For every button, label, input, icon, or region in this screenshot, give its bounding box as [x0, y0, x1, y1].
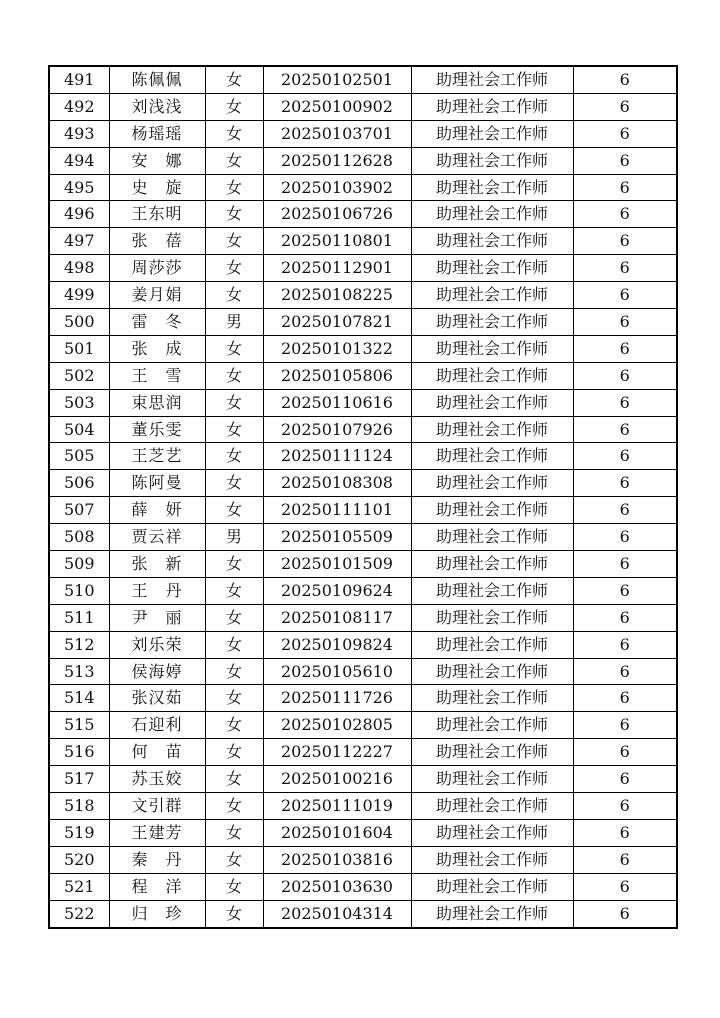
name-cell: 刘乐荣	[109, 631, 205, 658]
exam-id-cell: 20250105806	[263, 362, 411, 389]
gender-cell: 女	[205, 819, 263, 846]
table-row	[49, 443, 677, 470]
score-cell: 6	[573, 551, 677, 578]
row-number-cell: 496	[49, 201, 109, 228]
name-cell: 何 苗	[109, 739, 205, 766]
qualification-cell: 助理社会工作师	[411, 819, 573, 846]
gender-cell: 女	[205, 66, 263, 93]
score-cell: 6	[573, 335, 677, 362]
name-cell: 文引群	[109, 793, 205, 820]
exam-id-cell: 20250112628	[263, 147, 411, 174]
exam-id-cell: 20250107926	[263, 416, 411, 443]
exam-id-cell: 20250101604	[263, 819, 411, 846]
qualification-cell: 助理社会工作师	[411, 658, 573, 685]
gender-cell: 女	[205, 282, 263, 309]
table-row	[49, 873, 677, 900]
exam-id-cell: 20250106726	[263, 201, 411, 228]
name-cell: 程 洋	[109, 873, 205, 900]
row-number-cell: 498	[49, 255, 109, 282]
qualification-cell: 助理社会工作师	[411, 335, 573, 362]
name-cell: 尹 丽	[109, 604, 205, 631]
row-number-cell: 500	[49, 309, 109, 336]
gender-cell: 女	[205, 201, 263, 228]
row-number-cell: 508	[49, 524, 109, 551]
score-cell: 6	[573, 362, 677, 389]
name-cell: 安 娜	[109, 147, 205, 174]
table-row	[49, 147, 677, 174]
table-row	[49, 524, 677, 551]
qualification-cell: 助理社会工作师	[411, 362, 573, 389]
table-row	[49, 309, 677, 336]
gender-cell: 女	[205, 846, 263, 873]
table-row	[49, 658, 677, 685]
table-row	[49, 577, 677, 604]
name-cell: 刘浅浅	[109, 93, 205, 120]
table-row	[49, 228, 677, 255]
name-cell: 王东明	[109, 201, 205, 228]
qualification-cell: 助理社会工作师	[411, 443, 573, 470]
table-row	[49, 66, 677, 93]
row-number-cell: 513	[49, 658, 109, 685]
name-cell: 张 新	[109, 551, 205, 578]
table-row	[49, 497, 677, 524]
qualification-cell: 助理社会工作师	[411, 282, 573, 309]
score-cell: 6	[573, 631, 677, 658]
name-cell: 杨瑶瑶	[109, 120, 205, 147]
name-cell: 张 成	[109, 335, 205, 362]
row-number-cell: 504	[49, 416, 109, 443]
qualification-cell: 助理社会工作师	[411, 604, 573, 631]
score-cell: 6	[573, 739, 677, 766]
score-cell: 6	[573, 174, 677, 201]
exam-id-cell: 20250111019	[263, 793, 411, 820]
score-cell: 6	[573, 604, 677, 631]
exam-id-cell: 20250108225	[263, 282, 411, 309]
qualification-cell: 助理社会工作师	[411, 416, 573, 443]
gender-cell: 女	[205, 685, 263, 712]
row-number-cell: 497	[49, 228, 109, 255]
gender-cell: 女	[205, 362, 263, 389]
gender-cell: 女	[205, 766, 263, 793]
qualification-cell: 助理社会工作师	[411, 497, 573, 524]
score-cell: 6	[573, 524, 677, 551]
score-cell: 6	[573, 497, 677, 524]
row-number-cell: 501	[49, 335, 109, 362]
name-cell: 雷 冬	[109, 309, 205, 336]
exam-id-cell: 20250111124	[263, 443, 411, 470]
gender-cell: 女	[205, 416, 263, 443]
gender-cell: 女	[205, 604, 263, 631]
qualification-cell: 助理社会工作师	[411, 793, 573, 820]
qualification-cell: 助理社会工作师	[411, 712, 573, 739]
exam-id-cell: 20250112227	[263, 739, 411, 766]
score-cell: 6	[573, 93, 677, 120]
row-number-cell: 492	[49, 93, 109, 120]
qualification-cell: 助理社会工作师	[411, 900, 573, 927]
row-number-cell: 510	[49, 577, 109, 604]
exam-id-cell: 20250108117	[263, 604, 411, 631]
gender-cell: 女	[205, 577, 263, 604]
qualification-cell: 助理社会工作师	[411, 309, 573, 336]
exam-id-cell: 20250103902	[263, 174, 411, 201]
name-cell: 王芝艺	[109, 443, 205, 470]
gender-cell: 女	[205, 335, 263, 362]
score-cell: 6	[573, 658, 677, 685]
exam-id-cell: 20250105610	[263, 658, 411, 685]
row-number-cell: 491	[49, 66, 109, 93]
qualification-cell: 助理社会工作师	[411, 201, 573, 228]
name-cell: 陈佩佩	[109, 66, 205, 93]
qualification-cell: 助理社会工作师	[411, 739, 573, 766]
exam-id-cell: 20250109824	[263, 631, 411, 658]
table-row	[49, 282, 677, 309]
gender-cell: 男	[205, 524, 263, 551]
score-cell: 6	[573, 766, 677, 793]
gender-cell: 女	[205, 551, 263, 578]
gender-cell: 女	[205, 93, 263, 120]
row-number-cell: 503	[49, 389, 109, 416]
score-cell: 6	[573, 66, 677, 93]
row-number-cell: 519	[49, 819, 109, 846]
row-number-cell: 506	[49, 470, 109, 497]
row-number-cell: 493	[49, 120, 109, 147]
table-row	[49, 551, 677, 578]
qualification-cell: 助理社会工作师	[411, 174, 573, 201]
exam-id-cell: 20250109624	[263, 577, 411, 604]
table-row	[49, 712, 677, 739]
name-cell: 王 雪	[109, 362, 205, 389]
name-cell: 束思润	[109, 389, 205, 416]
name-cell: 张 蓓	[109, 228, 205, 255]
name-cell: 陈阿曼	[109, 470, 205, 497]
row-number-cell: 495	[49, 174, 109, 201]
exam-id-cell: 20250112901	[263, 255, 411, 282]
gender-cell: 女	[205, 120, 263, 147]
table-row	[49, 631, 677, 658]
row-number-cell: 522	[49, 900, 109, 927]
results-table-container	[48, 65, 678, 929]
exam-id-cell: 20250100216	[263, 766, 411, 793]
score-cell: 6	[573, 712, 677, 739]
qualification-cell: 助理社会工作师	[411, 66, 573, 93]
qualification-cell: 助理社会工作师	[411, 147, 573, 174]
row-number-cell: 494	[49, 147, 109, 174]
score-cell: 6	[573, 282, 677, 309]
qualification-cell: 助理社会工作师	[411, 228, 573, 255]
exam-id-cell: 20250107821	[263, 309, 411, 336]
gender-cell: 女	[205, 443, 263, 470]
qualification-cell: 助理社会工作师	[411, 93, 573, 120]
row-number-cell: 512	[49, 631, 109, 658]
qualification-cell: 助理社会工作师	[411, 846, 573, 873]
gender-cell: 女	[205, 712, 263, 739]
gender-cell: 女	[205, 497, 263, 524]
row-number-cell: 517	[49, 766, 109, 793]
row-number-cell: 511	[49, 604, 109, 631]
table-row	[49, 846, 677, 873]
name-cell: 史 旋	[109, 174, 205, 201]
gender-cell: 女	[205, 255, 263, 282]
score-cell: 6	[573, 416, 677, 443]
qualification-cell: 助理社会工作师	[411, 255, 573, 282]
gender-cell: 女	[205, 147, 263, 174]
score-cell: 6	[573, 389, 677, 416]
row-number-cell: 509	[49, 551, 109, 578]
row-number-cell: 516	[49, 739, 109, 766]
name-cell: 贾云祥	[109, 524, 205, 551]
name-cell: 姜月娟	[109, 282, 205, 309]
table-row	[49, 900, 677, 927]
table-row	[49, 335, 677, 362]
score-cell: 6	[573, 819, 677, 846]
table-row	[49, 362, 677, 389]
score-cell: 6	[573, 577, 677, 604]
qualification-cell: 助理社会工作师	[411, 577, 573, 604]
qualification-cell: 助理社会工作师	[411, 524, 573, 551]
score-cell: 6	[573, 120, 677, 147]
name-cell: 苏玉姣	[109, 766, 205, 793]
gender-cell: 女	[205, 658, 263, 685]
table-row	[49, 793, 677, 820]
qualification-cell: 助理社会工作师	[411, 631, 573, 658]
row-number-cell: 520	[49, 846, 109, 873]
table-row	[49, 685, 677, 712]
exam-id-cell: 20250102805	[263, 712, 411, 739]
gender-cell: 女	[205, 793, 263, 820]
name-cell: 周莎莎	[109, 255, 205, 282]
score-cell: 6	[573, 846, 677, 873]
score-cell: 6	[573, 873, 677, 900]
table-row	[49, 604, 677, 631]
gender-cell: 女	[205, 900, 263, 927]
gender-cell: 女	[205, 228, 263, 255]
score-cell: 6	[573, 793, 677, 820]
gender-cell: 女	[205, 873, 263, 900]
score-cell: 6	[573, 309, 677, 336]
name-cell: 侯海婷	[109, 658, 205, 685]
gender-cell: 女	[205, 631, 263, 658]
exam-id-cell: 20250111726	[263, 685, 411, 712]
table-row	[49, 470, 677, 497]
qualification-cell: 助理社会工作师	[411, 873, 573, 900]
exam-id-cell: 20250101509	[263, 551, 411, 578]
table-row	[49, 93, 677, 120]
table-row	[49, 819, 677, 846]
exam-id-cell: 20250103630	[263, 873, 411, 900]
table-row	[49, 120, 677, 147]
row-number-cell: 515	[49, 712, 109, 739]
score-cell: 6	[573, 470, 677, 497]
score-cell: 6	[573, 228, 677, 255]
exam-id-cell: 20250103816	[263, 846, 411, 873]
exam-id-cell: 20250108308	[263, 470, 411, 497]
table-row	[49, 766, 677, 793]
qualification-cell: 助理社会工作师	[411, 685, 573, 712]
name-cell: 薛 妍	[109, 497, 205, 524]
name-cell: 归 珍	[109, 900, 205, 927]
score-cell: 6	[573, 147, 677, 174]
row-number-cell: 518	[49, 793, 109, 820]
row-number-cell: 499	[49, 282, 109, 309]
qualification-cell: 助理社会工作师	[411, 470, 573, 497]
row-number-cell: 505	[49, 443, 109, 470]
name-cell: 王建芳	[109, 819, 205, 846]
qualification-cell: 助理社会工作师	[411, 766, 573, 793]
gender-cell: 女	[205, 739, 263, 766]
exam-id-cell: 20250111101	[263, 497, 411, 524]
name-cell: 董乐雯	[109, 416, 205, 443]
name-cell: 石迎利	[109, 712, 205, 739]
name-cell: 张汉茹	[109, 685, 205, 712]
table-row	[49, 416, 677, 443]
gender-cell: 女	[205, 389, 263, 416]
exam-id-cell: 20250110616	[263, 389, 411, 416]
gender-cell: 女	[205, 174, 263, 201]
qualification-cell: 助理社会工作师	[411, 389, 573, 416]
score-cell: 6	[573, 201, 677, 228]
exam-id-cell: 20250100902	[263, 93, 411, 120]
table-row	[49, 201, 677, 228]
exam-id-cell: 20250103701	[263, 120, 411, 147]
name-cell: 秦 丹	[109, 846, 205, 873]
gender-cell: 女	[205, 470, 263, 497]
results-table	[48, 65, 678, 929]
score-cell: 6	[573, 685, 677, 712]
exam-id-cell: 20250101322	[263, 335, 411, 362]
table-body	[49, 66, 677, 928]
row-number-cell: 521	[49, 873, 109, 900]
exam-id-cell: 20250104314	[263, 900, 411, 927]
qualification-cell: 助理社会工作师	[411, 551, 573, 578]
gender-cell: 男	[205, 309, 263, 336]
score-cell: 6	[573, 900, 677, 927]
row-number-cell: 502	[49, 362, 109, 389]
exam-id-cell: 20250102501	[263, 66, 411, 93]
row-number-cell: 507	[49, 497, 109, 524]
score-cell: 6	[573, 255, 677, 282]
table-row	[49, 389, 677, 416]
row-number-cell: 514	[49, 685, 109, 712]
score-cell: 6	[573, 443, 677, 470]
qualification-cell: 助理社会工作师	[411, 120, 573, 147]
table-row	[49, 255, 677, 282]
table-row	[49, 174, 677, 201]
exam-id-cell: 20250110801	[263, 228, 411, 255]
table-row	[49, 739, 677, 766]
exam-id-cell: 20250105509	[263, 524, 411, 551]
name-cell: 王 丹	[109, 577, 205, 604]
